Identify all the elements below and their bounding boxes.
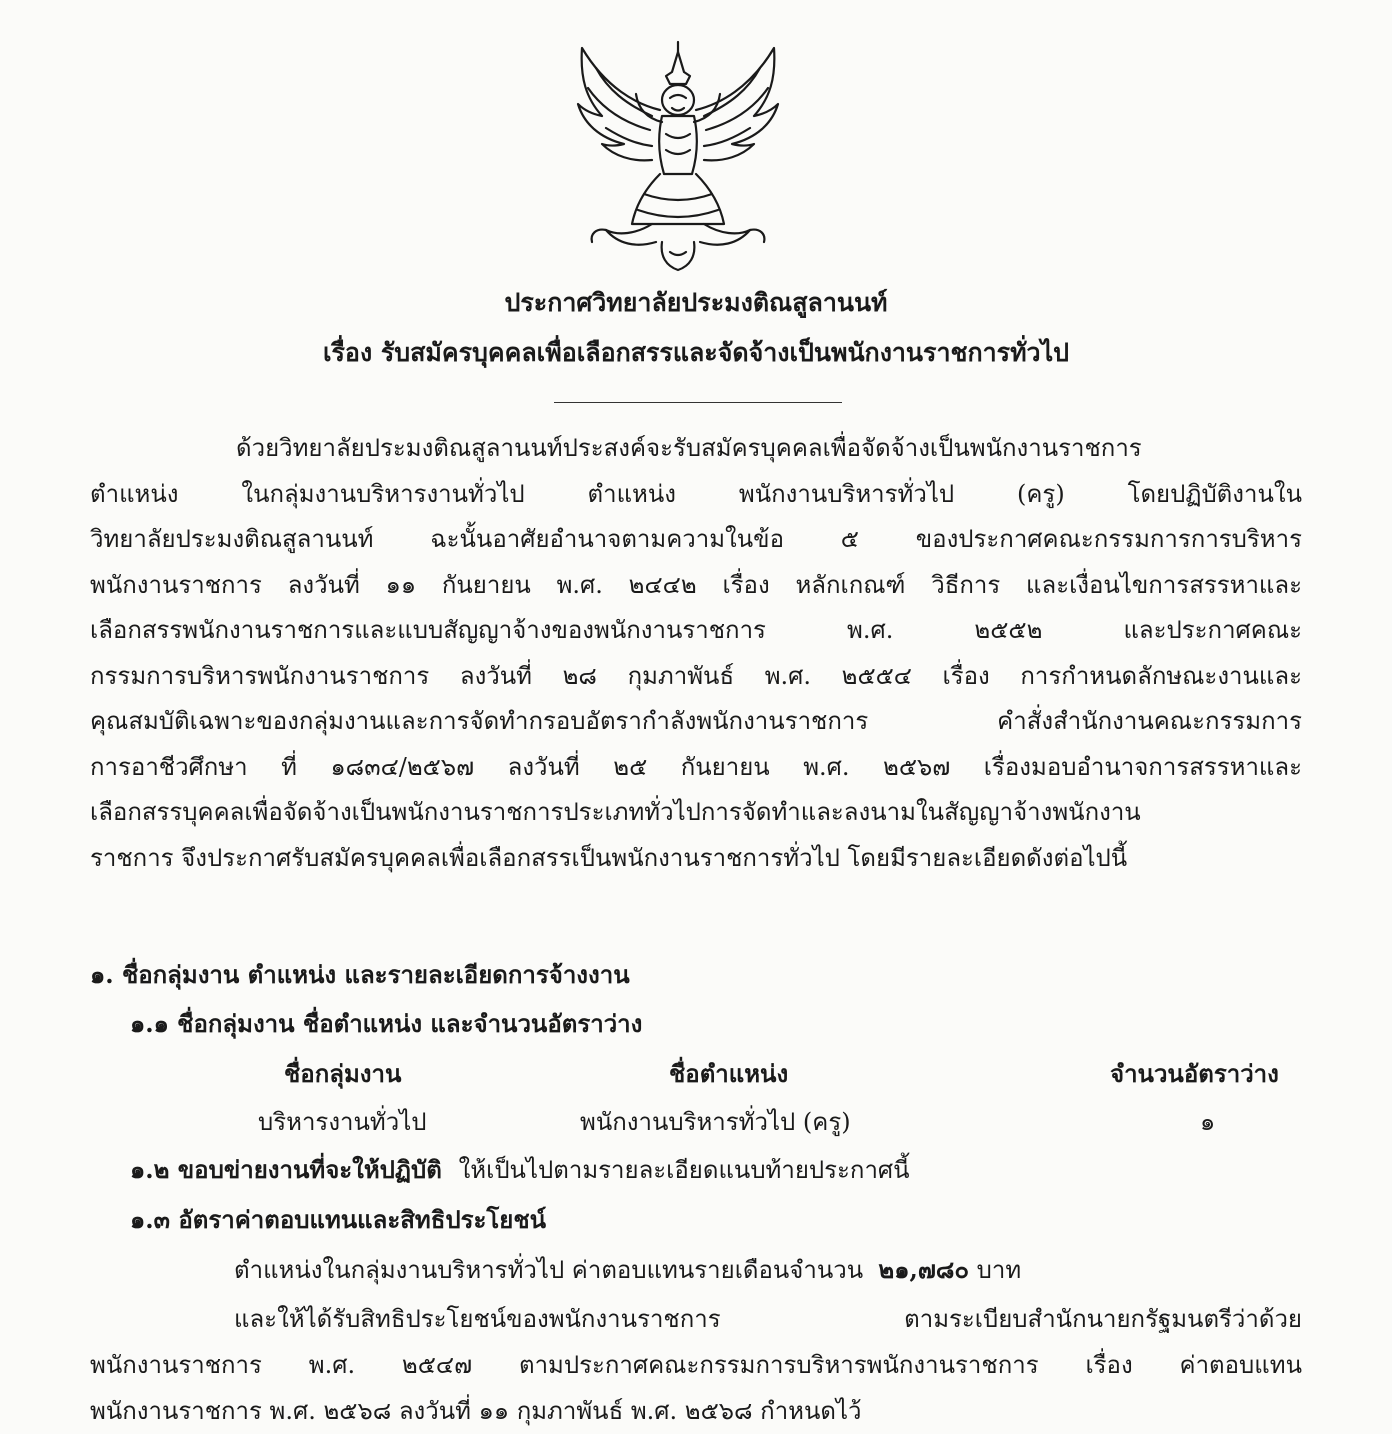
intro-paragraph bbox=[90, 426, 1302, 881]
section-1-2-text: ให้เป็นไปตามรายละเอียดแนบท้ายประกาศนี้ bbox=[458, 1156, 910, 1184]
intro-line: ด้วยวิทยาลัยประมงติณสูลานนท์ประสงค์จะรับสมัครบุคคลเพื่อจัดจ้างเป็นพนักงานราชการ bbox=[236, 434, 1142, 462]
intro-line: ราชการ จึงประกาศรับสมัครบุคคลเพื่อเลือกสรรเป็นพนักงานราชการทั่วไป โดยมีรายละเอียดดังต่อไปนี้ bbox=[90, 843, 1128, 872]
intro-line: เลือกสรรบุคคลเพื่อจัดจ้างเป็นพนักงานราชการประเภททั่วไปการจัดทำและลงนามในสัญญาจ้างพนักงาน bbox=[90, 798, 1141, 826]
pay-line bbox=[234, 1250, 1021, 1289]
intro-line: เลือกสรรพนักงานราชการและแบบสัญญาจ้างของพนักงานราชการ พ.ศ. ๒๕๕๒ และประกาศคณะ bbox=[90, 616, 1302, 644]
pay-text: ตำแหน่งในกลุ่มงานบริหารทั่วไป ค่าตอบแทนรายเดือนจำนวน bbox=[234, 1256, 864, 1284]
intro-line: คุณสมบัติเฉพาะของกลุ่มงานและการจัดทำกรอบอัตรากำลังพนักงานราชการ คำสั่งสำนักงานคณะกรรมการ bbox=[90, 707, 1302, 735]
title-divider bbox=[554, 402, 842, 403]
section-1-2 bbox=[130, 1150, 910, 1189]
col-header-position: ชื่อตำแหน่ง bbox=[669, 1059, 789, 1088]
benefit-line: พนักงานราชการ พ.ศ. ๒๕๖๘ ลงวันที่ ๑๑ กุมภาพันธ์ พ.ศ. ๒๕๖๘ กำหนดไว้ bbox=[90, 1397, 862, 1425]
pay-unit: บาท bbox=[976, 1256, 1022, 1284]
section-1-1-heading: ๑.๑ ชื่อกลุ่มงาน ชื่อตำแหน่ง และจำนวนอัตราว่าง bbox=[130, 1009, 643, 1038]
announcement-title: ประกาศวิทยาลัยประมงติณสูลานนท์ bbox=[504, 288, 888, 317]
announcement-subject: เรื่อง รับสมัครบุคคลเพื่อเลือกสรรและจัดจ้างเป็นพนักงานราชการทั่วไป bbox=[322, 338, 1070, 367]
col-header-group: ชื่อกลุ่มงาน bbox=[284, 1059, 402, 1088]
cell-vacancies: ๑ bbox=[1200, 1108, 1216, 1136]
benefit-line: และให้ได้รับสิทธิประโยชน์ของพนักงานราชการ ตามระเบียบสำนักนายกรัฐมนตรีว่าด้วย bbox=[234, 1305, 1302, 1333]
intro-line: ตำแหน่ง ในกลุ่มงานบริหารงานทั่วไป ตำแหน่ง พนักงานบริหารทั่วไป (ครู) โดยปฏิบัติงานใน bbox=[90, 479, 1302, 508]
intro-line: กรรมการบริหารพนักงานราชการ ลงวันที่ ๒๘ กุมภาพันธ์ พ.ศ. ๒๕๕๔ เรื่อง การกำหนดลักษณะงานและ bbox=[90, 661, 1302, 690]
section-1-heading: ๑. ชื่อกลุ่มงาน ตำแหน่ง และรายละเอียดการจ้างงาน bbox=[90, 960, 630, 989]
section-1-3-heading: ๑.๓ อัตราค่าตอบแทนและสิทธิประโยชน์ bbox=[130, 1205, 547, 1234]
pay-amount: ๒๑,๗๘๐ bbox=[878, 1255, 970, 1284]
intro-line: พนักงานราชการ ลงวันที่ ๑๑ กันยายน พ.ศ. ๒๔๔๒ เรื่อง หลักเกณฑ์ วิธีการ และเงื่อนไขการสรรหาและ bbox=[90, 570, 1302, 599]
benefit-paragraph bbox=[90, 1296, 1302, 1434]
garuda-emblem-icon bbox=[566, 38, 790, 278]
cell-group: บริหารงานทั่วไป bbox=[258, 1108, 427, 1136]
intro-line: วิทยาลัยประมงติณสูลานนท์ ฉะนั้นอาศัยอำนาจตามความในข้อ ๕ ของประกาศคณะกรรมการการบริหาร bbox=[90, 525, 1302, 553]
benefit-line: พนักงานราชการ พ.ศ. ๒๕๔๗ ตามประกาศคณะกรรมการบริหารพนักงานราชการ เรื่อง ค่าตอบแทน bbox=[90, 1351, 1302, 1379]
col-header-vacancies: จำนวนอัตราว่าง bbox=[1110, 1059, 1279, 1088]
intro-line: การอาชีวศึกษา ที่ ๑๘๓๔/๒๕๖๗ ลงวันที่ ๒๕ กันยายน พ.ศ. ๒๕๖๗ เรื่องมอบอำนาจการสรรหาและ bbox=[90, 752, 1302, 781]
cell-position: พนักงานบริหารทั่วไป (ครู) bbox=[580, 1108, 851, 1136]
section-1-2-heading: ๑.๒ ขอบข่ายงานที่จะให้ปฏิบัติ bbox=[130, 1155, 442, 1184]
